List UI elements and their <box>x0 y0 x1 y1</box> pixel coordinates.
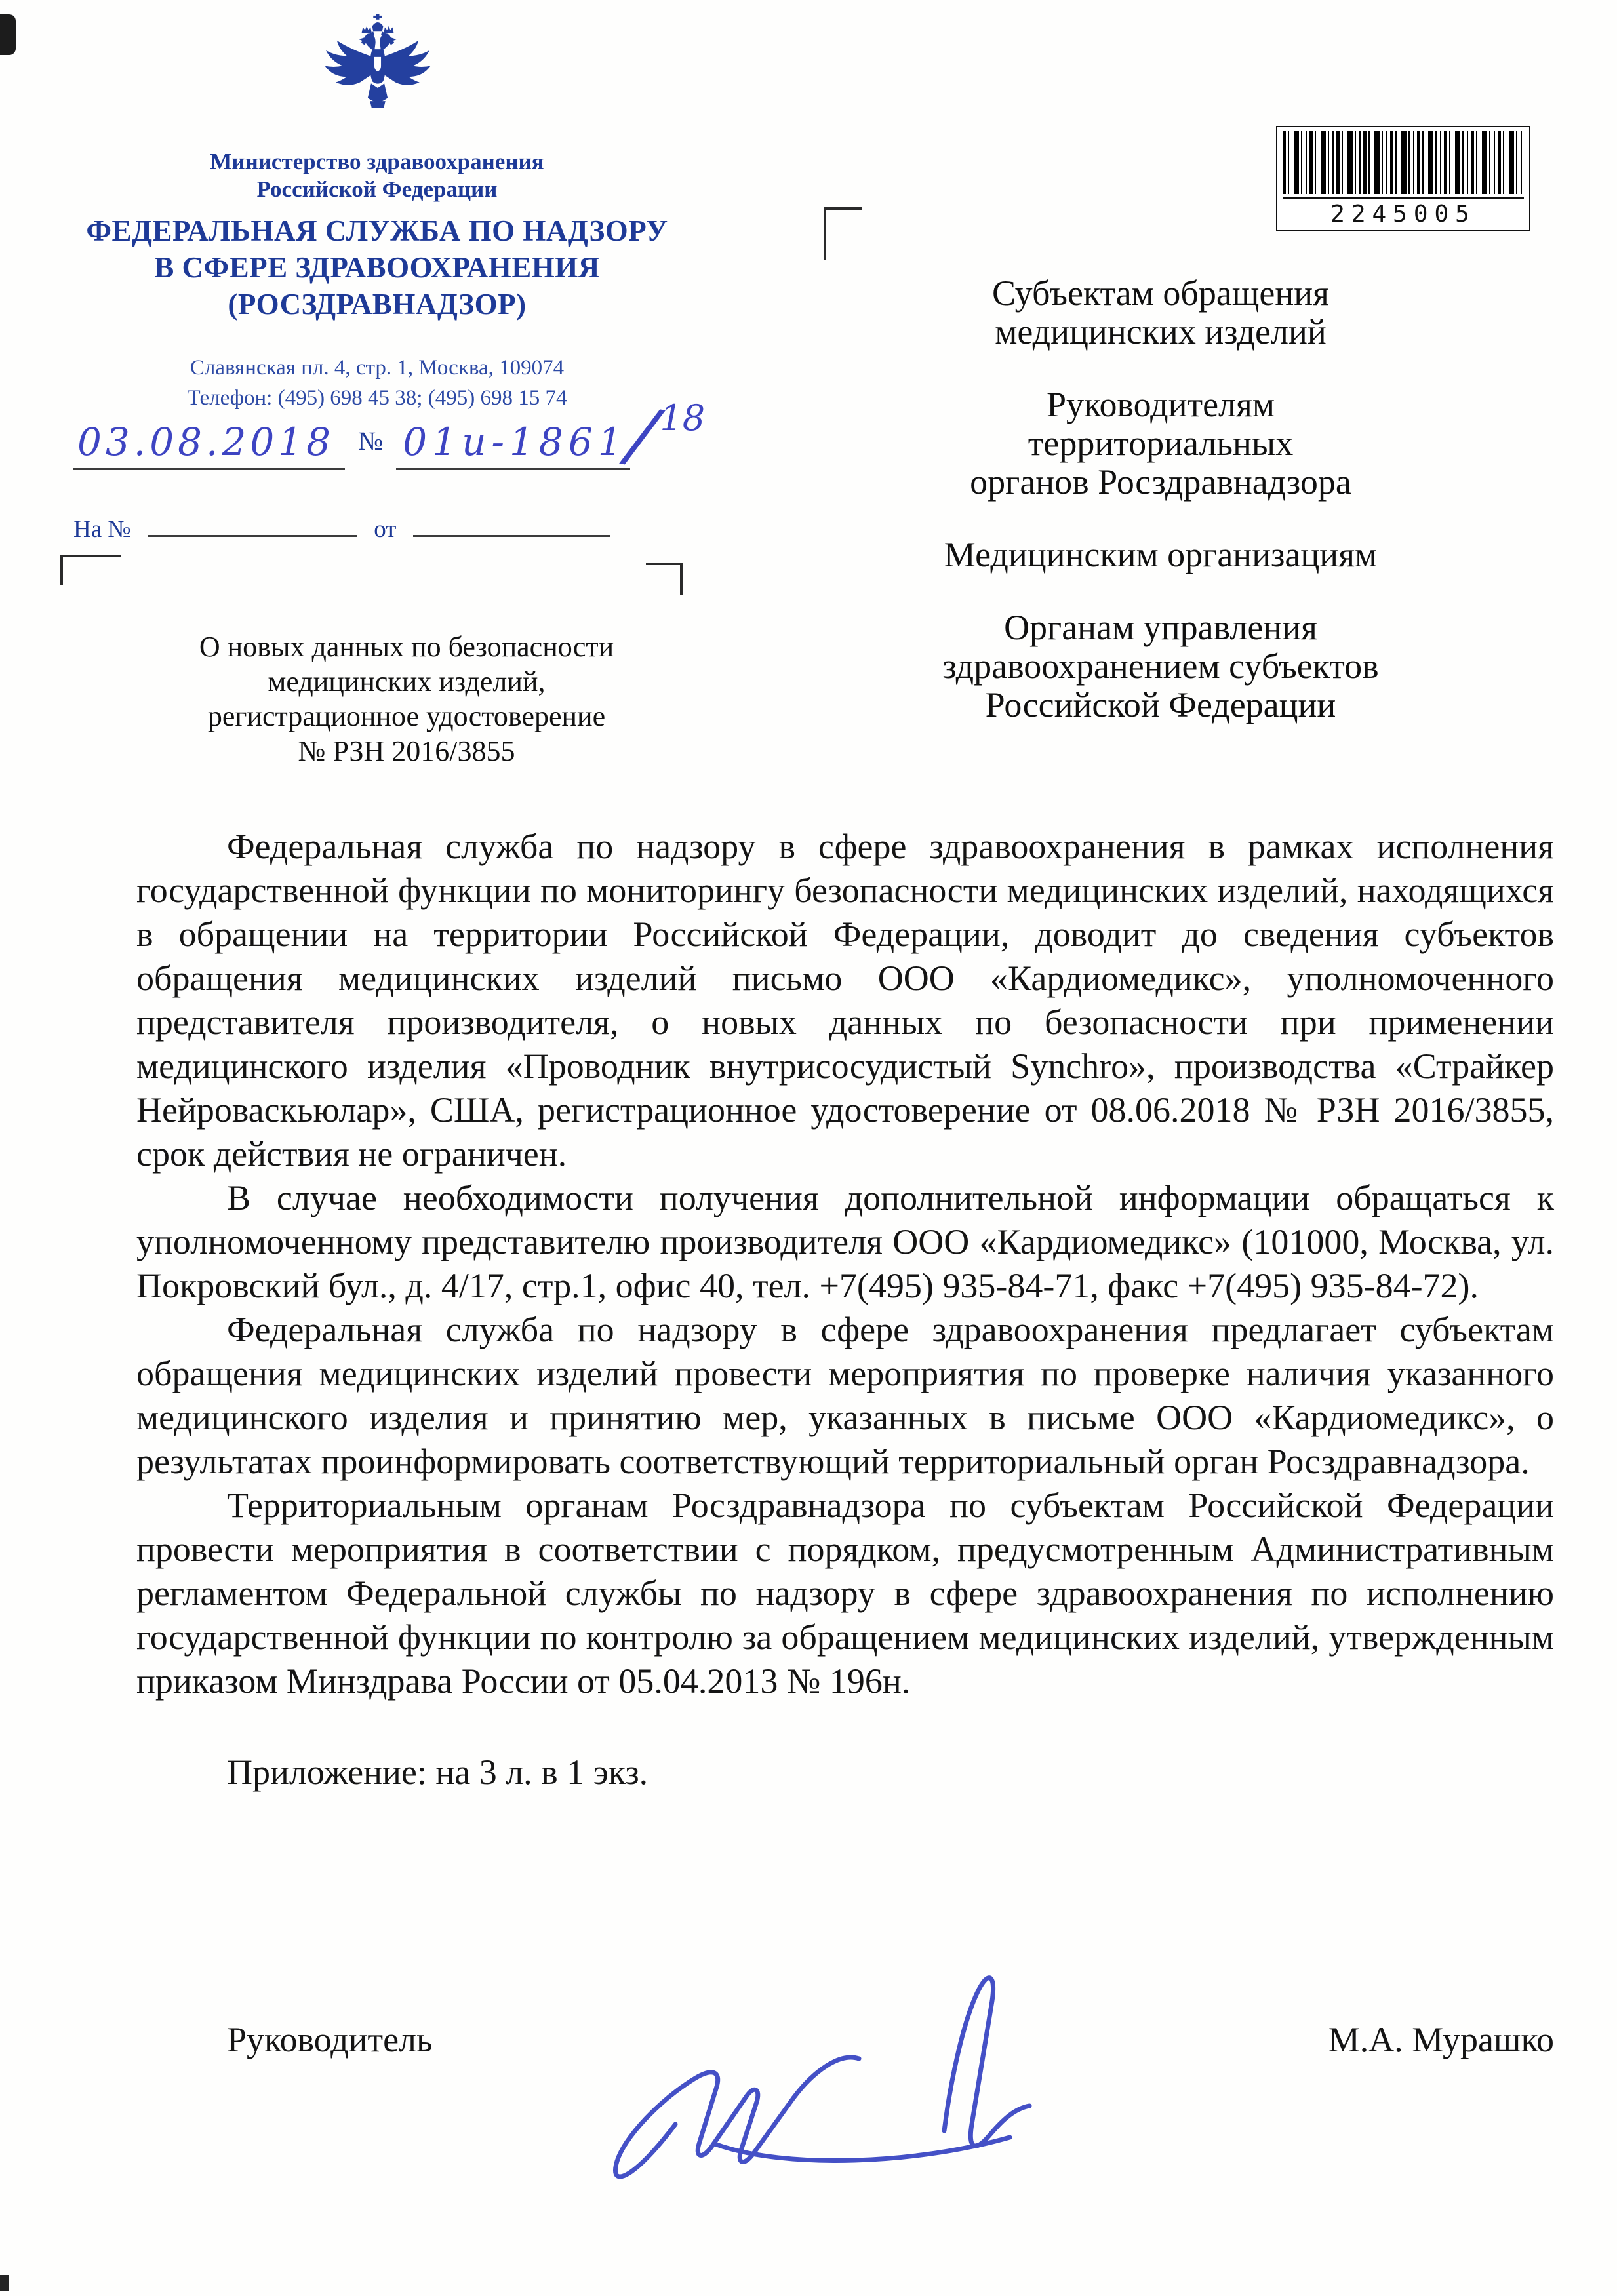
ot-label: от <box>374 516 397 543</box>
coat-of-arms-icon <box>323 13 433 142</box>
recipient-line: органов Росздравнадзора <box>970 462 1351 502</box>
body-paragraph: Федеральная служба по надзору в сфере здравоохранения предлагает субъектам обращения медицинских изделий провести мероприятия по проверке наличия указанного медицинского изделия и принятию мер, указанных в письме ООО «Кардиомедикс», о результатах проинформировать соответствующий территориальный орган Росздравнадзора. <box>136 1310 1554 1481</box>
handwritten-date: 03.08.2018 <box>73 420 345 470</box>
scan-artifact <box>0 2275 9 2291</box>
letterhead-corner-mark <box>646 563 683 595</box>
incoming-reference-row <box>73 513 620 544</box>
recipient-line: Органам управления <box>1004 608 1317 647</box>
scan-artifact <box>0 14 16 55</box>
letter-body <box>136 825 1554 1794</box>
service-name-line: В СФЕРЕ ЗДРАВООХРАНЕНИЯ <box>154 251 600 284</box>
service-name-line: (РОСЗДРАВНАДЗОР) <box>228 288 527 321</box>
recipient-block <box>866 386 1456 502</box>
handwritten-year: 18 <box>660 397 706 439</box>
recipient-line: территориальных <box>1028 424 1294 463</box>
recipients-list <box>866 274 1456 759</box>
na-number-label: На № <box>73 516 131 543</box>
recipient-line: здравоохранением субъектов <box>942 646 1379 686</box>
barcode-number: 2245005 <box>1283 197 1524 228</box>
letterhead-corner-mark <box>60 555 121 585</box>
registration-barcode <box>1276 126 1530 231</box>
attachment-note: Приложение: на 3 л. в 1 экз. <box>227 1752 649 1792</box>
recipient-block <box>866 274 1456 351</box>
subject-line: регистрационное удостоверение <box>207 700 606 732</box>
recipient-line: Медицинским организациям <box>944 535 1378 574</box>
service-name-line: ФЕДЕРАЛЬНАЯ СЛУЖБА ПО НАДЗОРУ <box>86 214 668 247</box>
letterhead <box>69 148 685 413</box>
barcode-bars <box>1283 131 1524 194</box>
phone-numbers: Телефон: (495) 698 45 38; (495) 698 15 74 <box>187 386 567 410</box>
handwritten-outgoing-number: 01и-1861 <box>396 420 629 470</box>
ministry-name-line: Российской Федерации <box>256 176 498 202</box>
signer-position: Руководитель <box>227 2020 433 2059</box>
subject-line: № РЗН 2016/3855 <box>298 735 515 767</box>
handwritten-signature <box>577 1928 1128 2209</box>
number-sign: № <box>358 426 384 456</box>
recipient-line: Субъектам обращения <box>991 273 1330 313</box>
recipient-line: Руководителям <box>1047 385 1275 424</box>
recipient-block <box>866 608 1456 724</box>
body-paragraph: Территориальным органам Росздравнадзора по субъектам Российской Федерации провести мероприятия в соответствии с порядком, предусмотренным Административным регламентом Федеральной службы по надзору в сфере здравоохранения по исполнению государственной функции по контролю за обращением медицинских изделий, утвержденным приказом Минздрава России от 05.04.2013 № 196н. <box>136 1486 1554 1701</box>
recipient-block <box>866 536 1456 574</box>
blank-date-line <box>413 513 610 537</box>
service-name <box>69 212 685 323</box>
subject-line: медицинских изделий, <box>268 665 546 698</box>
postal-address: Славянская пл. 4, стр. 1, Москва, 109074 <box>190 356 565 380</box>
ministry-name-line: Министерство здравоохранения <box>210 149 544 174</box>
handwritten-slash: / <box>622 391 662 480</box>
letter-subject <box>141 629 672 768</box>
blank-number-line <box>148 513 357 537</box>
subject-line: О новых данных по безопасности <box>199 631 614 663</box>
address-zone-corner-mark <box>824 207 862 260</box>
contact-info <box>69 353 685 413</box>
recipient-line: Российской Федерации <box>985 685 1336 724</box>
signer-name: М.А. Мурашко <box>1328 2020 1554 2059</box>
body-paragraph: Федеральная служба по надзору в сфере здравоохранения в рамках исполнения государственной функции по мониторингу безопасности медицинских изделий, находящихся в обращении на территории Российской Федерации, доводит до сведения субъектов обращения медицинских изделий письмо ООО «Кардиомедикс», уполномоченного представителя производителя, о новых данных по безопасности при применении медицинского изделия «Проводник внутрисосудистый Synchro», производства «Страйкер Нейроваскьюлар», США, регистрационное удостоверение от 08.06.2018 № РЗН 2016/3855, срок действия не ограничен. <box>136 827 1554 1174</box>
body-paragraph: В случае необходимости получения дополнительной информации обращаться к уполномоченному представителю производителя ООО «Кардиомедикс» (101000, Москва, ул. Покровский бул., д. 4/17, стр.1, офис 40, тел. +7(495) 935-84-71, факс +7(495) 935-84-72). <box>136 1178 1554 1305</box>
recipient-line: медицинских изделий <box>995 312 1327 351</box>
